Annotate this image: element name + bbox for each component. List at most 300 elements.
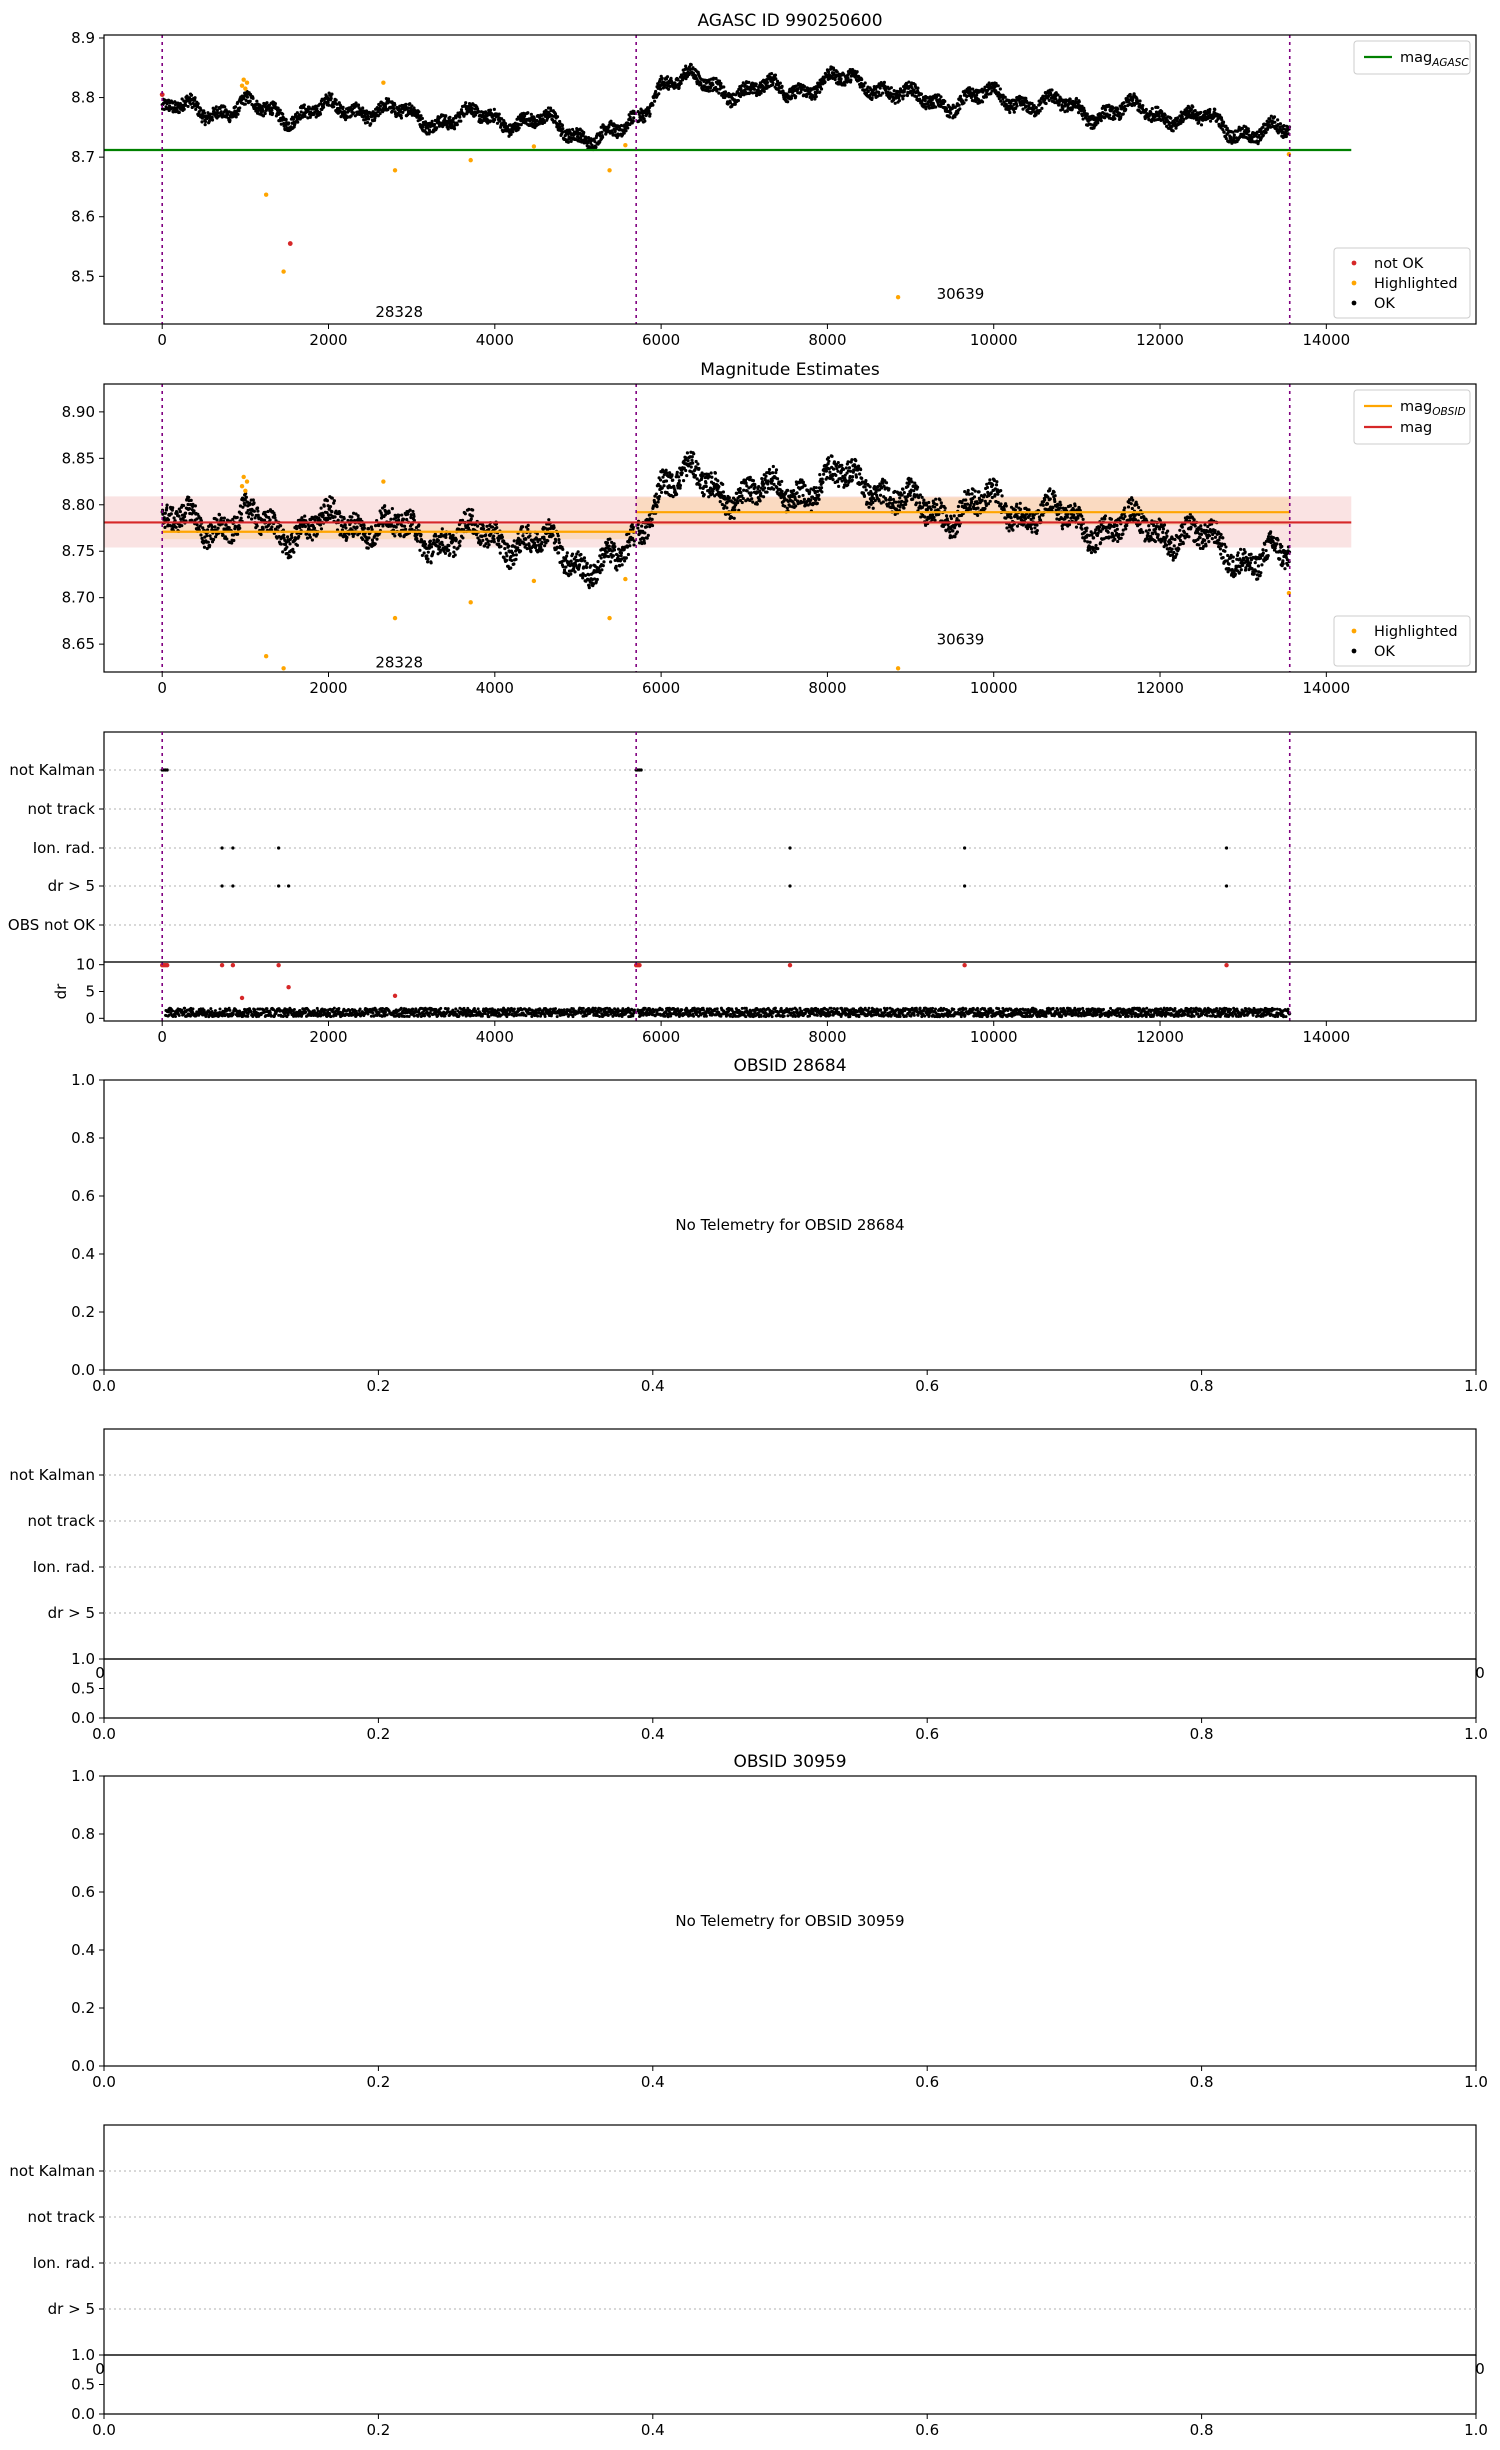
mag-estimates-ok-point — [660, 491, 663, 494]
agasc-mag-legend-point-label: not OK — [1374, 256, 1424, 272]
mag-estimates-ok-point — [253, 510, 256, 513]
mag-estimates-ok-point — [744, 481, 747, 484]
mag-estimates-ok-point — [574, 555, 577, 558]
mag-estimates-ok-point — [311, 538, 314, 541]
mag-estimates-ok-point — [691, 462, 694, 465]
agasc-mag-ok-point — [244, 102, 247, 105]
agasc-mag-ok-point — [934, 105, 937, 108]
mag-estimates-ok-point — [389, 518, 392, 521]
agasc-mag-ok-point — [303, 103, 306, 106]
mag-estimates-ok-point — [643, 531, 646, 534]
agasc-mag-ok-point — [287, 121, 290, 124]
mag-estimates-ok-point — [399, 534, 402, 537]
mag-estimates-ok-point — [615, 568, 618, 571]
agasc-mag-ok-point — [1118, 112, 1121, 115]
mag-estimates-ok-point — [416, 540, 419, 543]
agasc-mag-ok-point — [1276, 118, 1279, 121]
mag-estimates-ok-point — [541, 548, 544, 551]
agasc-mag-legend-point-swatch — [1352, 301, 1357, 306]
mag-estimates-ok-point — [655, 493, 658, 496]
agasc-mag-xtick-label: 2000 — [309, 331, 348, 349]
mag-estimates-ok-point — [699, 486, 702, 489]
agasc-mag-ok-point — [717, 92, 720, 95]
mag-estimates-ok-point — [402, 518, 405, 521]
mag-estimates-ok-point — [733, 517, 736, 520]
mag-estimates-ok-point — [589, 564, 592, 567]
agasc-mag-ok-point — [1025, 105, 1028, 108]
mag-estimates-ok-point — [606, 541, 609, 544]
mag-estimates-ok-point — [388, 511, 391, 514]
agasc-mag-ok-point — [1138, 99, 1141, 102]
mag-estimates-ok-point — [329, 505, 332, 508]
agasc-mag-ok-point — [1122, 101, 1125, 104]
agasc-mag-ok-point — [270, 109, 273, 112]
mag-estimates-ok-point — [656, 500, 659, 503]
agasc-mag-not-ok-point — [288, 241, 293, 246]
agasc-mag-ok-point — [763, 90, 766, 93]
agasc-mag-xtick-label: 6000 — [642, 331, 681, 349]
mag-estimates-ok-point — [243, 503, 246, 506]
mag-estimates-ok-point — [406, 513, 409, 516]
agasc-mag-ok-point — [251, 97, 254, 100]
agasc-mag-ok-point — [916, 87, 919, 90]
mag-estimates-ok-point — [228, 526, 231, 529]
mag-estimates-ok-point — [528, 534, 531, 537]
mag-estimates-ok-point — [223, 517, 226, 520]
mag-estimates-ok-point — [196, 523, 199, 526]
mag-estimates-ok-point — [430, 545, 433, 548]
agasc-mag-ok-point — [766, 81, 769, 84]
mag-estimates-ok-point — [750, 497, 753, 500]
mag-estimates-ok-point — [581, 576, 584, 579]
mag-estimates-ok-point — [739, 487, 742, 490]
agasc-mag-ok-point — [193, 96, 196, 99]
mag-estimates-ok-point — [262, 528, 265, 531]
mag-estimates-ok-point — [269, 518, 272, 521]
mag-estimates-ok-point — [240, 517, 243, 520]
mag-estimates-ok-point — [658, 495, 661, 498]
mag-estimates-ok-point — [467, 508, 470, 511]
mag-estimates-ok-point — [238, 527, 241, 530]
mag-estimates-ok-point — [685, 456, 688, 459]
mag-estimates-ok-point — [232, 533, 235, 536]
agasc-mag-ok-point — [199, 108, 202, 111]
mag-estimates-ok-point — [270, 525, 273, 528]
mag-estimates-ok-point — [205, 534, 208, 537]
agasc-mag-ok-point — [1124, 108, 1127, 111]
mag-estimates-ok-point — [441, 543, 444, 546]
mag-estimates-ok-point — [750, 491, 753, 494]
agasc-mag-ok-point — [770, 72, 773, 75]
mag-estimates-ok-point — [326, 499, 329, 502]
mag-estimates-ok-point — [215, 518, 218, 521]
agasc-mag-ok-point — [708, 89, 711, 92]
mag-estimates-ok-point — [298, 526, 301, 529]
agasc-mag-ok-point — [379, 105, 382, 108]
mag-estimates-ok-point — [291, 548, 294, 551]
mag-estimates-ok-point — [410, 528, 413, 531]
agasc-mag-ok-point — [1172, 129, 1175, 132]
mag-estimates-ok-point — [554, 540, 557, 543]
mag-estimates-ok-point — [620, 551, 623, 554]
mag-estimates-ok-point — [717, 485, 720, 488]
agasc-mag-ok-point — [856, 70, 859, 73]
mag-estimates-ok-point — [289, 555, 292, 558]
mag-estimates-ok-point — [458, 544, 461, 547]
agasc-mag-ok-point — [556, 115, 559, 118]
agasc-mag-ok-point — [1238, 126, 1241, 129]
mag-estimates-ok-point — [194, 504, 197, 507]
agasc-mag-ok-point — [433, 123, 436, 126]
mag-estimates-ok-point — [513, 539, 516, 542]
mag-estimates-ok-point — [252, 501, 255, 504]
mag-estimates-ok-point — [437, 539, 440, 542]
agasc-mag-ok-point — [1273, 115, 1276, 118]
agasc-mag-ok-point — [846, 77, 849, 80]
agasc-mag-ok-point — [945, 107, 948, 110]
mag-estimates-ok-point — [651, 518, 654, 521]
agasc-mag-ok-point — [493, 118, 496, 121]
agasc-mag-ok-point — [626, 126, 629, 129]
agasc-mag-ok-point — [871, 96, 874, 99]
mag-estimates-ok-point — [742, 489, 745, 492]
mag-estimates-ok-point — [557, 534, 560, 537]
agasc-mag-ytick-label: 8.5 — [71, 267, 95, 286]
mag-estimates-ok-point — [681, 471, 684, 474]
agasc-mag-ok-point — [653, 100, 656, 103]
agasc-mag-ok-point — [1164, 114, 1167, 117]
agasc-mag-ok-point — [879, 87, 882, 90]
mag-estimates-ok-point — [318, 518, 321, 521]
mag-estimates-ok-point — [273, 516, 276, 519]
agasc-mag-ok-point — [601, 136, 604, 139]
mag-estimates-ok-point — [419, 533, 422, 536]
mag-estimates-ok-point — [165, 506, 168, 509]
agasc-mag-ok-point — [1035, 106, 1038, 109]
mag-estimates-ok-point — [461, 536, 464, 539]
mag-estimates-ok-point — [741, 501, 744, 504]
agasc-mag-ok-point — [211, 118, 214, 121]
mag-estimates-ok-point — [705, 485, 708, 488]
agasc-mag-ok-point — [470, 106, 473, 109]
mag-estimates-ok-point — [528, 544, 531, 547]
mag-estimates-ok-point — [333, 515, 336, 518]
mag-estimates-ok-point — [551, 534, 554, 537]
mag-estimates-ok-point — [285, 545, 288, 548]
mag-estimates-ok-point — [481, 535, 484, 538]
agasc-mag-ok-point — [392, 107, 395, 110]
mag-estimates-ok-point — [444, 552, 447, 555]
mag-estimates-ok-point — [600, 568, 603, 571]
agasc-mag-ok-point — [456, 123, 459, 126]
agasc-mag-ok-point — [1265, 131, 1268, 134]
mag-estimates-ok-point — [645, 525, 648, 528]
agasc-mag-ok-point — [1208, 108, 1211, 111]
agasc-mag-ok-point — [200, 120, 203, 123]
agasc-mag-highlighted-point — [381, 80, 385, 84]
agasc-mag-ok-point — [1247, 130, 1250, 133]
agasc-mag-ok-point — [939, 95, 942, 98]
agasc-mag-ok-point — [676, 78, 679, 81]
agasc-mag-legend-point-swatch — [1352, 261, 1357, 266]
agasc-mag-xtick-label: 10000 — [969, 331, 1018, 349]
mag-estimates-ok-point — [547, 518, 550, 521]
agasc-mag-ok-point — [322, 106, 325, 109]
mag-estimates-ok-point — [570, 560, 573, 563]
agasc-mag-ok-point — [404, 103, 407, 106]
mag-estimates-ok-point — [682, 479, 685, 482]
mag-estimates-ok-point — [722, 490, 725, 493]
mag-estimates-ok-point — [623, 559, 626, 562]
agasc-mag-ok-point — [281, 113, 284, 116]
mag-estimates-ok-point — [300, 516, 303, 519]
agasc-mag-ok-point — [1004, 96, 1007, 99]
mag-estimates-ok-point — [607, 555, 610, 558]
mag-estimates-ok-point — [424, 543, 427, 546]
mag-estimates-ok-point — [495, 526, 498, 529]
mag-estimates-ok-point — [499, 552, 502, 555]
mag-estimates-ok-point — [612, 554, 615, 557]
mag-estimates-ok-point — [438, 545, 441, 548]
agasc-mag-ok-point — [448, 116, 451, 119]
agasc-mag-ok-point — [1151, 107, 1154, 110]
agasc-mag-ok-point — [1113, 117, 1116, 120]
agasc-mag-ok-point — [1200, 123, 1203, 126]
agasc-mag-ok-point — [264, 112, 267, 115]
agasc-mag-ok-point — [1086, 112, 1089, 115]
agasc-mag-ok-point — [624, 129, 627, 132]
agasc-mag-ok-point — [255, 100, 258, 103]
mag-estimates-ok-point — [445, 533, 448, 536]
mag-estimates-ok-point — [596, 578, 599, 581]
agasc-mag-ok-point — [1108, 114, 1111, 117]
mag-estimates-ok-point — [561, 548, 564, 551]
agasc-mag-ok-point — [981, 100, 984, 103]
mag-estimates-ok-point — [338, 511, 341, 514]
agasc-mag-ok-point — [943, 100, 946, 103]
mag-estimates-ok-point — [490, 540, 493, 543]
agasc-mag-legend-lines — [1354, 41, 1470, 74]
agasc-mag-annotation-30639: 30639 — [936, 285, 985, 304]
mag-estimates-ok-point — [691, 455, 694, 458]
mag-estimates-ok-point — [190, 499, 193, 502]
mag-estimates-ok-point — [583, 556, 586, 559]
mag-estimates-ok-point — [602, 560, 605, 563]
agasc-mag-ok-point — [1040, 107, 1043, 110]
mag-estimates-ok-point — [557, 551, 560, 554]
mag-estimates-ok-point — [236, 533, 239, 536]
mag-estimates-ok-point — [330, 510, 333, 513]
mag-estimates-ok-point — [700, 471, 703, 474]
agasc-mag-ok-point — [1213, 108, 1216, 111]
mag-estimates-ok-point — [533, 541, 536, 544]
mag-estimates-ok-point — [182, 504, 185, 507]
agasc-mag-ok-point — [657, 92, 660, 95]
mag-estimates-ok-point — [615, 565, 618, 568]
mag-estimates-ok-point — [297, 535, 300, 538]
mag-estimates-ok-point — [187, 496, 190, 499]
mag-estimates-ok-point — [333, 499, 336, 502]
mag-estimates-ok-point — [464, 512, 467, 515]
agasc-mag-ok-point — [749, 88, 752, 91]
agasc-mag-ok-point — [893, 89, 896, 92]
agasc-mag-ok-point — [755, 83, 758, 86]
mag-estimates-ok-point — [543, 544, 546, 547]
agasc-mag-ok-point — [561, 127, 564, 130]
mag-estimates-ok-point — [752, 479, 755, 482]
mag-estimates-ok-point — [430, 561, 433, 564]
mag-estimates-ok-point — [453, 546, 456, 549]
mag-estimates-ok-point — [685, 474, 688, 477]
mag-estimates-ok-point — [709, 490, 712, 493]
mag-estimates-ok-point — [749, 476, 752, 479]
mag-estimates-ok-point — [754, 485, 757, 488]
mag-estimates-ok-point — [512, 554, 515, 557]
agasc-mag-ok-point — [740, 84, 743, 87]
mag-estimates-ok-point — [211, 525, 214, 528]
mag-estimates-ok-point — [698, 483, 701, 486]
agasc-mag-ok-point — [864, 81, 867, 84]
agasc-mag-ok-point — [1039, 109, 1042, 112]
agasc-mag-ok-point — [332, 105, 335, 108]
mag-estimates-ok-point — [585, 566, 588, 569]
agasc-mag-ytick-label: 8.9 — [71, 28, 95, 47]
agasc-mag-ok-point — [1195, 116, 1198, 119]
agasc-mag-ok-point — [369, 122, 372, 125]
agasc-mag-ok-point — [458, 116, 461, 119]
agasc-mag-ok-point — [1044, 102, 1047, 105]
agasc-mag-ok-point — [1273, 121, 1276, 124]
agasc-mag-ok-point — [1169, 117, 1172, 120]
mag-estimates-ok-point — [521, 525, 524, 528]
agasc-mag-ok-point — [1282, 124, 1285, 127]
agasc-mag-ok-point — [774, 74, 777, 77]
agasc-mag-ok-point — [417, 110, 420, 113]
agasc-mag-ok-point — [1261, 126, 1264, 129]
agasc-mag-ok-point — [223, 105, 226, 108]
mag-estimates-ok-point — [350, 515, 353, 518]
agasc-mag-ok-point — [330, 97, 333, 100]
mag-estimates-ok-point — [245, 496, 248, 499]
agasc-mag-ok-point — [632, 116, 635, 119]
mag-estimates-ok-point — [525, 543, 528, 546]
mag-estimates-ok-point — [391, 507, 394, 510]
mag-estimates-ok-point — [471, 514, 474, 517]
agasc-mag-ok-point — [249, 100, 252, 103]
mag-estimates-ok-point — [562, 565, 565, 568]
mag-estimates-ok-point — [733, 508, 736, 511]
agasc-mag-ok-point — [204, 123, 207, 126]
mag-estimates-ok-point — [203, 546, 206, 549]
mag-estimates-ok-point — [323, 505, 326, 508]
agasc-mag-ok-point — [298, 113, 301, 116]
mag-estimates-ok-point — [514, 558, 517, 561]
agasc-mag-ok-point — [843, 83, 846, 86]
mag-estimates-ok-point — [617, 554, 620, 557]
agasc-mag-ok-point — [1123, 105, 1126, 108]
mag-estimates-ok-point — [313, 527, 316, 530]
agasc-mag-ok-point — [238, 106, 241, 109]
agasc-mag-ok-point — [1008, 111, 1011, 114]
agasc-mag-ok-point — [737, 99, 740, 102]
mag-estimates-ok-point — [521, 534, 524, 537]
mag-estimates-ok-point — [710, 471, 713, 474]
agasc-mag-ok-point — [393, 103, 396, 106]
mag-estimates-ok-point — [374, 542, 377, 545]
mag-estimates-ok-point — [177, 515, 180, 518]
agasc-mag-xtick-label: 4000 — [475, 331, 514, 349]
agasc-mag-annotation-28328: 28328 — [375, 303, 424, 322]
agasc-mag-ok-point — [1013, 111, 1016, 114]
mag-estimates-ok-point — [212, 538, 215, 541]
mag-estimates-ok-point — [484, 534, 487, 537]
mag-estimates-ok-point — [501, 535, 504, 538]
agasc-mag-legend-line-label: mag$_{AGASC}$ — [1400, 50, 1469, 69]
mag-estimates-ok-point — [248, 502, 251, 505]
agasc-mag-ok-point — [561, 124, 564, 127]
mag-estimates-ok-point — [613, 548, 616, 551]
agasc-mag-ok-point — [183, 108, 186, 111]
mag-estimates-ok-point — [452, 551, 455, 554]
agasc-mag-ok-point — [493, 108, 496, 111]
mag-estimates-ok-point — [320, 507, 323, 510]
mag-estimates-ok-point — [452, 534, 455, 537]
agasc-mag-ok-point — [419, 114, 422, 117]
agasc-mag-ok-point — [204, 120, 207, 123]
mag-estimates-ok-point — [546, 539, 549, 542]
mag-estimates-ok-point — [303, 514, 306, 517]
mag-estimates-ok-point — [397, 518, 400, 521]
mag-estimates-ok-point — [409, 509, 412, 512]
agasc-mag-ok-point — [862, 84, 865, 87]
agasc-mag-ok-point — [666, 75, 669, 78]
mag-estimates-ok-point — [687, 459, 690, 462]
mag-estimates-ok-point — [527, 524, 530, 527]
mag-estimates-ok-point — [716, 479, 719, 482]
agasc-mag-ok-point — [464, 101, 467, 104]
agasc-mag-ok-point — [779, 82, 782, 85]
mag-estimates-ok-point — [539, 546, 542, 549]
mag-estimates-ok-point — [704, 481, 707, 484]
mag-estimates-ok-point — [476, 525, 479, 528]
mag-estimates-ok-point — [184, 512, 187, 515]
mag-estimates-ok-point — [739, 491, 742, 494]
agasc-mag-ok-point — [803, 85, 806, 88]
mag-estimates-ok-point — [482, 524, 485, 527]
mag-estimates-ok-point — [444, 536, 447, 539]
mag-estimates-ok-point — [608, 538, 611, 541]
mag-estimates-ok-point — [207, 541, 210, 544]
mag-estimates-ok-point — [515, 553, 518, 556]
agasc-mag-ok-point — [1096, 121, 1099, 124]
agasc-mag-ok-point — [753, 88, 756, 91]
mag-estimates-ok-point — [400, 513, 403, 516]
mag-estimates-ok-point — [256, 506, 259, 509]
mag-estimates-ok-point — [331, 497, 334, 500]
agasc-mag-ok-point — [421, 117, 424, 120]
mag-estimates-ok-point — [758, 499, 761, 502]
agasc-mag-ok-point — [818, 90, 821, 93]
agasc-mag-ok-point — [958, 104, 961, 107]
mag-estimates-ok-point — [721, 483, 724, 486]
agasc-mag-ok-point — [661, 77, 664, 80]
mag-estimates-ok-point — [497, 543, 500, 546]
agasc-mag-plot-area — [104, 63, 1351, 300]
mag-estimates-ok-point — [677, 475, 680, 478]
mag-estimates-ok-point — [306, 536, 309, 539]
mag-estimates-ok-point — [218, 513, 221, 516]
mag-estimates-ok-point — [367, 536, 370, 539]
